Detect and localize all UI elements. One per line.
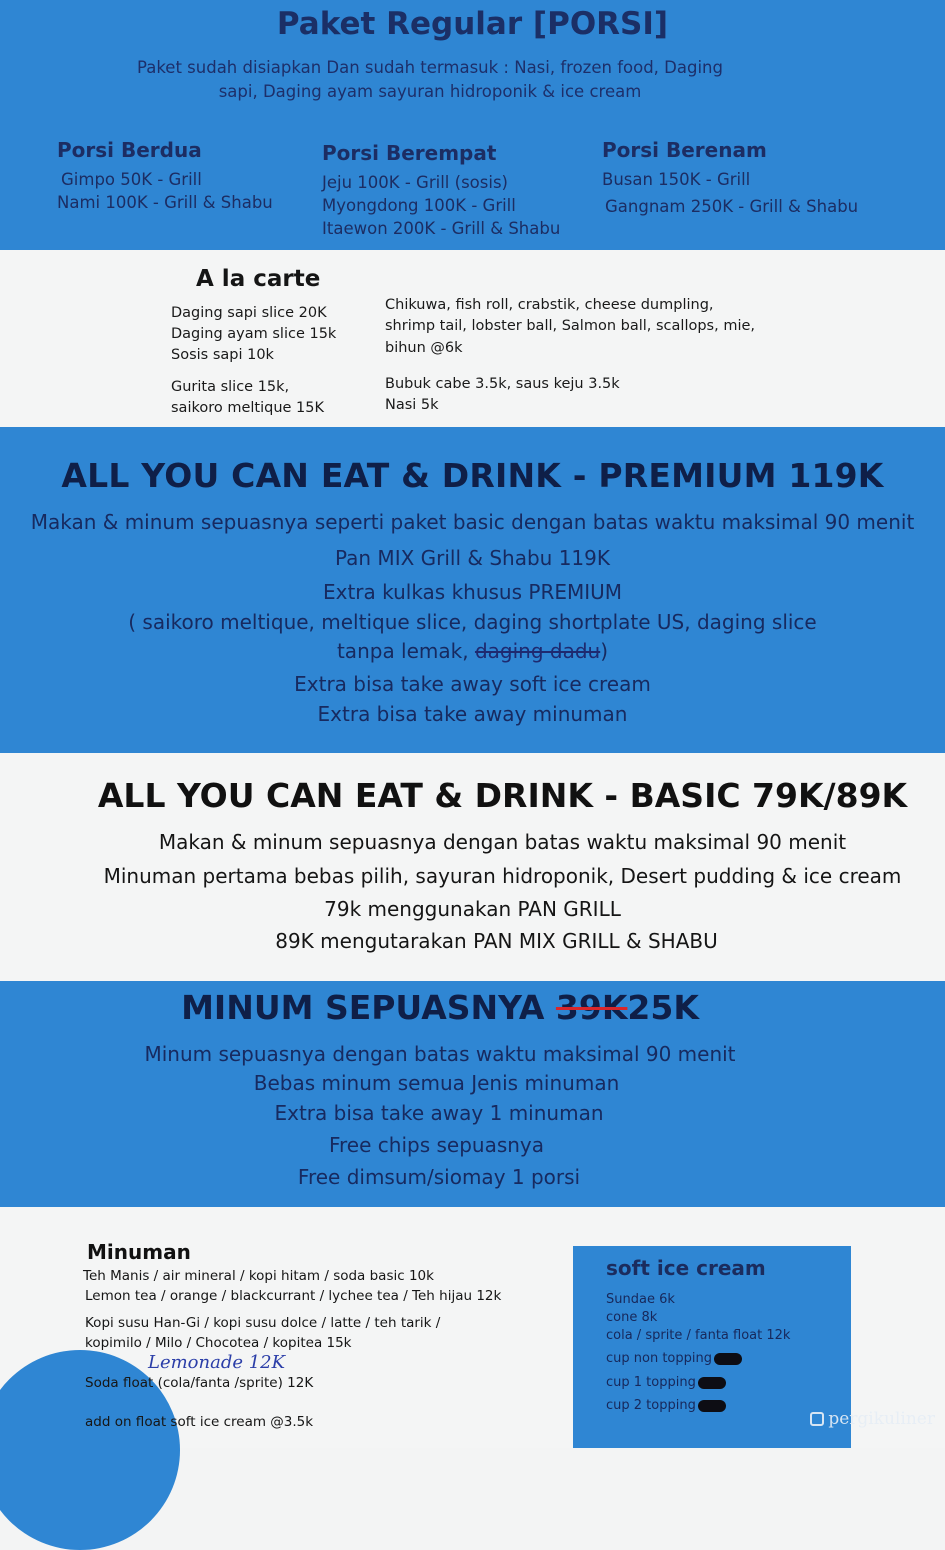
porsi-item: Itaewon 200K - Grill & Shabu [322,219,561,238]
alacarte-item: saikoro meltique 15K [171,400,325,416]
porsi-item: Nami 100K - Grill & Shabu [57,193,273,212]
premium-line: Pan MIX Grill & Shabu 119K [334,546,610,570]
porsi-item: Gimpo 50K - Grill [61,170,202,189]
basic-line: 79k menggunakan PAN GRILL [324,897,621,921]
porsi-item: Busan 150K - Grill [602,170,751,189]
basic-line: 89K mengutarakan PAN MIX GRILL & SHABU [275,929,718,953]
minuman-item: add on float soft ice cream @3.5k [85,1414,314,1430]
minuman-title: Minuman [87,1240,191,1264]
ice-cream-item: cup non topping [606,1351,712,1366]
porsi-berdua [57,138,273,214]
ice-cream-item: cup 1 topping [606,1375,696,1390]
alacarte-title: A la carte [196,266,321,292]
premium-line: Extra bisa take away soft ice cream [294,672,651,696]
ice-cream-title: soft ice cream [606,1256,766,1280]
minuman-item: Teh Manis / air mineral / kopi hitam / soda basic 10k [83,1268,434,1284]
minum-line: Extra bisa take away 1 minuman [274,1101,604,1125]
basic-title: ALL YOU CAN EAT & DRINK - BASIC 79K/89K [97,776,908,815]
minum-title [0,988,880,1027]
watermark-logo-icon [810,1412,824,1426]
porsi-heading: Porsi Berenam [602,138,767,162]
minum-line: Free chips sepuasnya [328,1133,545,1157]
paket-title: Paket Regular [PORSI] [276,6,669,42]
ice-cream-item: cup 2 topping [606,1398,696,1413]
minuman-item: Soda float (cola/fanta /sprite) 12K [85,1375,314,1391]
ink-blot [714,1353,742,1365]
premium-line: ( saikoro meltique, meltique slice, daging shortplate US, daging slice [128,610,817,634]
alacarte-item: bihun @6k [385,340,463,356]
minum-line: Bebas minum semua Jenis minuman [253,1071,620,1095]
alacarte-band [0,250,945,427]
new-price: 25K [627,988,699,1027]
alacarte-item: Sosis sapi 10k [171,347,274,363]
alacarte-item: Daging ayam slice 15k [171,326,337,342]
ice-cream-item-row [606,1397,726,1415]
ink-blot [698,1400,726,1412]
porsi-item: Gangnam 250K - Grill & Shabu [605,197,859,216]
premium-line: Makan & minum sepuasnya seperti paket basic dengan batas waktu maksimal 90 menit [30,510,915,534]
porsi-berenam [602,138,858,218]
alacarte-item: shrimp tail, lobster ball, Salmon ball, scallops, mie, [385,318,755,334]
premium-line: Extra bisa take away minuman [317,702,628,726]
ice-cream-item: Sundae 6k [606,1292,675,1307]
ink-blot [698,1377,726,1389]
ice-cream-item-row [606,1350,742,1368]
alacarte-item: Gurita slice 15k, [171,379,290,395]
porsi-item: Myongdong 100K - Grill [322,196,516,215]
minum-line: Minum sepuasnya dengan batas waktu maksimal 90 menit [144,1042,736,1066]
watermark-text: pergikuliner [828,1409,935,1429]
ice-cream-item: cone 8k [606,1310,658,1325]
minuman-item: Lemon tea / orange / blackcurrant / lychee tea / Teh hijau 12k [85,1288,502,1304]
minuman-item: Kopi susu Han-Gi / kopi susu dolce / latte / teh tarik / [85,1315,441,1331]
basic-line: Makan & minum sepuasnya dengan batas waktu maksimal 90 menit [158,830,847,854]
handwritten-note: Lemonade 12K [148,1352,286,1373]
porsi-heading: Porsi Berdua [57,138,202,162]
alacarte-item: Nasi 5k [385,397,439,413]
alacarte-item: Daging sapi slice 20K [171,305,327,321]
basic-line: Minuman pertama bebas pilih, sayuran hidroponik, Desert pudding & ice cream [103,864,902,888]
ice-cream-item: cola / sprite / fanta float 12k [606,1328,791,1343]
ice-cream-item-row [606,1374,726,1392]
porsi-heading: Porsi Berempat [322,141,497,165]
struck-item: daging dadu [474,639,601,663]
watermark [810,1409,935,1429]
minum-title-text: MINUM SEPUASNYA [181,988,556,1027]
premium-line-prefix: tanpa lemak, [336,639,475,663]
alacarte-item: Bubuk cabe 3.5k, saus keju 3.5k [385,376,620,392]
premium-line: Extra kulkas khusus PREMIUM [322,580,623,604]
premium-line-meat [0,639,945,663]
porsi-item: Jeju 100K - Grill (sosis) [322,173,508,192]
alacarte-item: Chikuwa, fish roll, crabstik, cheese dumpling, [385,297,714,313]
premium-line-suffix: ) [600,639,609,663]
porsi-berempat [322,141,560,240]
paket-description: Paket sudah disiapkan Dan sudah termasuk : Nasi, frozen food, Daging sapi, Daging ayam sayuran hidroponik & ice cream [137,58,723,101]
premium-title: ALL YOU CAN EAT & DRINK - PREMIUM 119K [61,456,884,495]
old-price: 39K [555,988,628,1027]
minum-line: Free dimsum/siomay 1 porsi [297,1165,581,1189]
minuman-item: kopimilo / Milo / Chocotea / kopitea 15k [85,1335,352,1351]
